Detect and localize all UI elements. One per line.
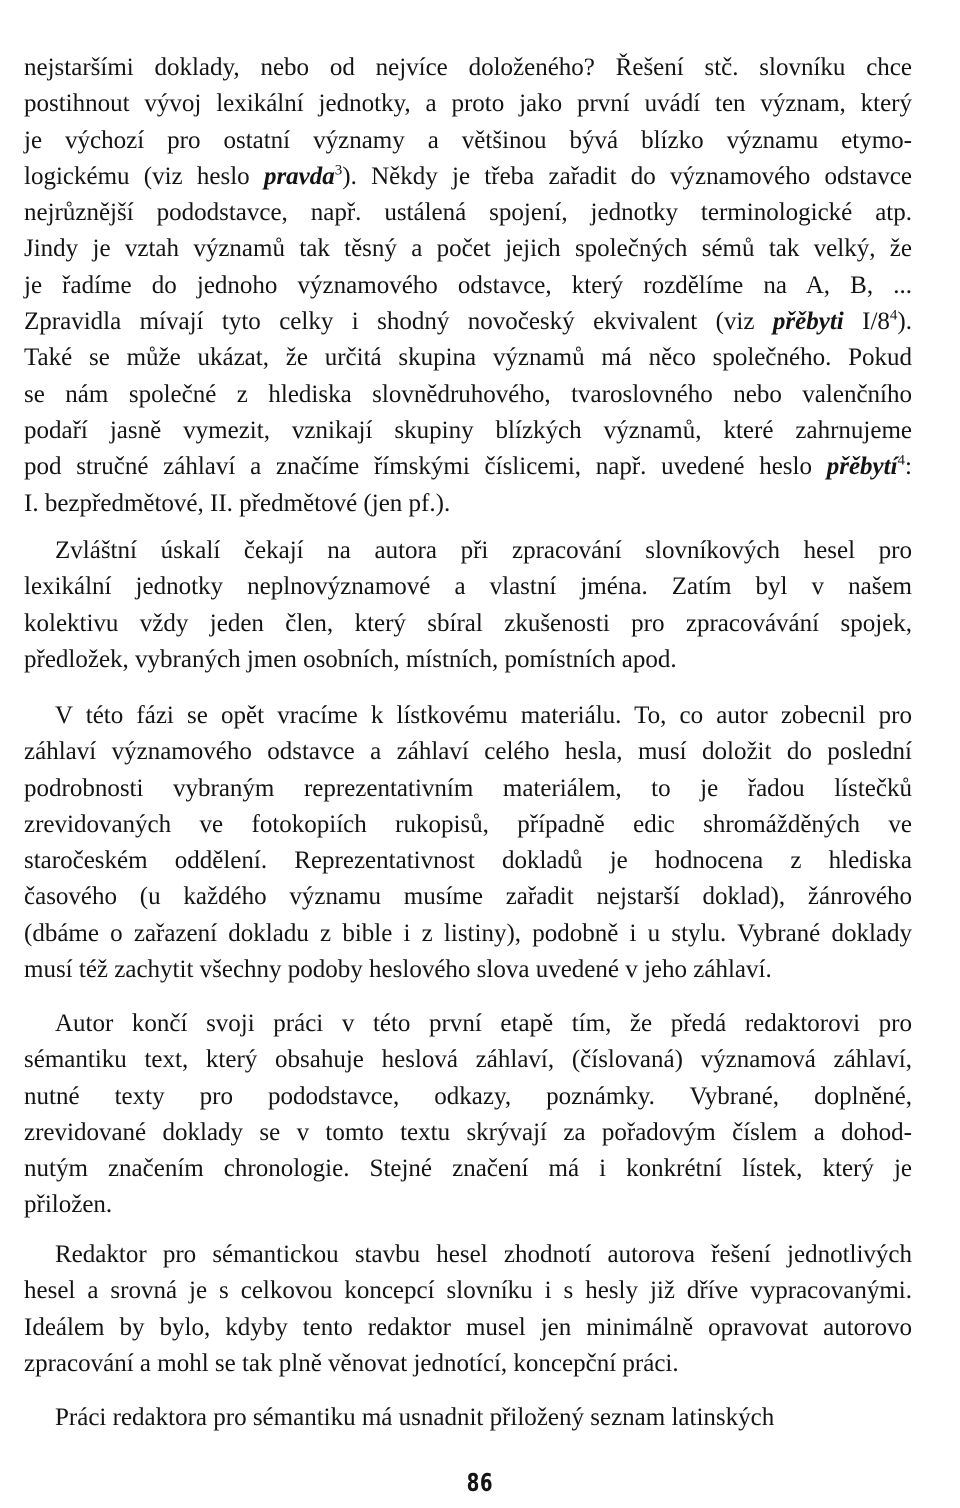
text-line — [24, 123, 912, 159]
text-run: podaří jasně vymezit, vznikají skupiny blízkých významů, které zahrnujeme — [24, 416, 912, 444]
text-line — [24, 606, 912, 642]
text-run: staročeském oddělení. Reprezentativnost dokladů je hodnocena z hlediska — [24, 847, 912, 875]
text-line — [24, 50, 912, 86]
text-line — [24, 304, 912, 340]
text-run: Zvláštní úskalí čekají na autora při zpracování slovníkových hesel pro — [55, 537, 912, 564]
text-line — [24, 807, 912, 843]
text-line — [24, 486, 912, 522]
text-run: Autor končí svoji práci v této první etapě tím, že předá redaktorovi pro — [55, 1010, 912, 1037]
text-run: : — [905, 453, 912, 481]
text-run: nutné texty pro pododstavce, odkazy, poznámky. Vybrané, doplněné, — [24, 1082, 912, 1110]
text-run: musí též zachytit všechny podoby heslového slova uvedené v jeho záhlaví. — [24, 956, 772, 984]
headword: pravda — [263, 162, 335, 190]
text-line — [24, 879, 912, 915]
paragraph-5 — [24, 1237, 912, 1382]
superscript: 4 — [897, 452, 906, 469]
text-run: Ideálem by bylo, kdyby tento redaktor musel jen minimálně opravovat autorovo — [24, 1313, 912, 1341]
text-run: časového (u každého významu musíme zařadit nejstarší doklad), žánrového — [24, 883, 912, 911]
text-line — [24, 231, 912, 267]
text-run: zrevidované doklady se v tomto textu skrývají za pořadovým číslem a dohod- — [24, 1118, 912, 1146]
text-line — [24, 340, 912, 376]
text-run: lexikální jednotky neplnovýznamové a vlastní jména. Zatím byl v našem — [24, 573, 912, 601]
text-line — [24, 1187, 912, 1223]
text-line — [24, 1346, 912, 1382]
text-line — [24, 1079, 912, 1115]
text-run: Také se může ukázat, že určitá skupina významů má něco společného. Pokud — [24, 344, 912, 372]
text-line — [24, 843, 912, 879]
text-run: je řadíme do jednoho významového odstavce, který rozdělíme na A, B, ... — [24, 271, 912, 299]
text-line — [24, 698, 912, 734]
text-run: je výchozí pro ostatní významy a většinou bývá blízko významu etymo- — [24, 126, 912, 154]
text-run: zpracování a mohl se tak plně věnovat jednotící, koncepční práci. — [24, 1349, 679, 1377]
text-line — [24, 268, 912, 304]
text-run: V této fázi se opět vracíme k lístkovému materiálu. To, co autor zobecnil pro — [55, 702, 912, 729]
headword: přěbytí — [826, 453, 898, 481]
text-run: záhlaví významového odstavce a záhlaví celého hesla, musí doložit do poslední — [24, 738, 912, 766]
text-line — [24, 377, 912, 413]
text-line — [24, 86, 912, 122]
text-line — [24, 533, 912, 569]
text-run: podrobnosti vybraným reprezentativním materiálem, to je řadou lístečků — [24, 774, 912, 802]
text-line — [24, 1310, 912, 1346]
text-line — [24, 734, 912, 770]
paragraph-1 — [24, 50, 912, 522]
text-line — [24, 1273, 912, 1309]
text-run: I/8 — [843, 308, 890, 336]
text-line — [24, 771, 912, 807]
text-line — [24, 952, 912, 988]
text-line — [24, 413, 912, 449]
text-line — [24, 1042, 912, 1078]
paragraph-3 — [24, 698, 912, 988]
text-run: nejstaršími doklady, nebo od nejvíce doloženého? Řešení stč. slovníku chce — [24, 54, 912, 81]
text-line — [24, 159, 912, 195]
text-line — [24, 1237, 912, 1273]
text-run: kolektivu vždy jeden člen, který sbíral zkušenosti pro zpracovávání spojek, — [24, 609, 912, 637]
superscript: 4 — [889, 307, 898, 324]
text-run: přiložen. — [24, 1191, 113, 1219]
text-run: pod stručné záhlaví a značíme římskými číslicemi, např. uvedené heslo — [24, 453, 827, 481]
paragraph-6 — [24, 1400, 912, 1436]
page-number: 86 — [466, 1468, 494, 1497]
text-run: I. bezpředmětové, II. předmětové (jen pf.). — [24, 489, 451, 517]
text-run: Redaktor pro sémantickou stavbu hesel zhodnotí autorova řešení jednotlivých — [55, 1241, 912, 1268]
text-line — [24, 916, 912, 952]
text-run: logickému (viz heslo — [24, 162, 264, 190]
text-run: nutým značením chronologie. Stejné značení má i konkrétní lístek, který je — [24, 1155, 912, 1183]
text-line — [24, 1115, 912, 1151]
text-run: sémantiku text, který obsahuje heslová záhlaví, (číslovaná) významová záhlaví, — [24, 1046, 912, 1074]
text-line — [24, 569, 912, 605]
text-run: hesel a srovná je s celkovou koncepcí slovníku i s hesly již dříve vypracovanými. — [24, 1277, 912, 1305]
text-line — [24, 642, 912, 678]
text-run: ). Někdy je třeba zařadit do významového odstavce — [342, 162, 912, 190]
paragraph-2 — [24, 533, 912, 678]
text-line — [24, 1151, 912, 1187]
text-run: nejrůznější pododstavce, např. ustálená spojení, jednotky terminologické atp. — [24, 199, 912, 227]
text-run: ). — [897, 308, 912, 336]
text-run: předložek, vybraných jmen osobních, místních, pomístních apod. — [24, 645, 677, 673]
text-run: Práci redaktora pro sémantiku má usnadnit přiložený seznam latinských — [55, 1404, 775, 1431]
text-run: Jindy je vztah významů tak těsný a počet jejich společných sémů tak velký, že — [24, 235, 912, 263]
text-run: postihnout vývoj lexikální jednotky, a proto jako první uvádí ten význam, který — [24, 90, 912, 118]
text-run: se nám společné z hlediska slovnědruhového, tvaroslovného nebo valenčního — [24, 380, 912, 408]
text-line — [24, 1400, 912, 1436]
text-run: Zpravidla mívají tyto celky i shodný novočeský ekvivalent (viz — [24, 308, 773, 336]
paragraph-4 — [24, 1006, 912, 1224]
text-line — [24, 449, 912, 485]
text-run: zrevidovaných ve fotokopiích rukopisů, případně edic shromážděných ve — [24, 810, 912, 838]
headword: přěbyti — [772, 308, 844, 336]
text-line — [24, 1006, 912, 1042]
text-line — [24, 195, 912, 231]
superscript: 3 — [334, 162, 343, 179]
text-run: (dbáme o zařazení dokladu z bible i z listiny), podobně i u stylu. Vybrané doklady — [24, 919, 912, 947]
